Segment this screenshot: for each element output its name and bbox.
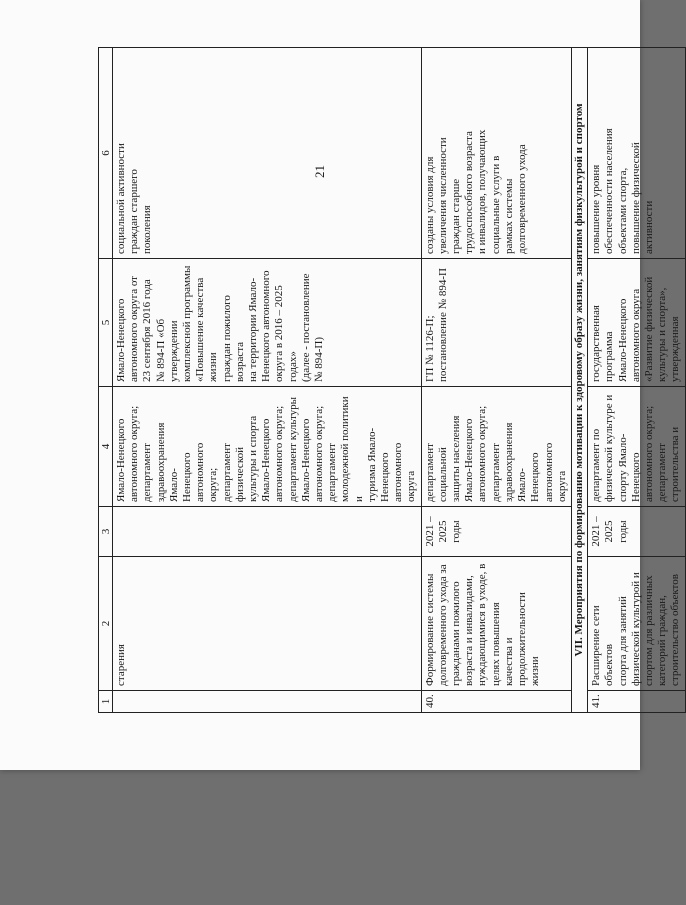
result-cell: созданы условия для увеличения численности граждан старше трудоспособного возраста и инвалидов, получающих социальные услуги в рамках системы долговременного ухода (421, 48, 571, 259)
row-number (113, 691, 422, 713)
period-cell (113, 507, 422, 557)
measure-cell: Формирование системы долговременного ухода за гражданами пожилого возраста и инвалидами, нуждающимися в уходе, в целях повышения качества и продолжительности жизни (421, 557, 571, 691)
section-header-row (571, 48, 587, 713)
period-cell: 2021 – 2025 годы (588, 507, 685, 557)
table-row (113, 48, 422, 713)
column-header: 3 (99, 507, 113, 557)
legal-basis-cell: государственная программа Ямало-Ненецкого автономного округа «Развитие физической культуры и спорта», утвержденная (588, 259, 685, 387)
page-number: 21 (312, 165, 327, 178)
column-header: 6 (99, 48, 113, 259)
measures-table (98, 47, 686, 713)
header-row (99, 48, 113, 713)
measure-cell: Расширение сети объектов спорта для занятий физической культурой и спортом для различных категорий граждан, строительство объектов (588, 557, 685, 691)
table-row (421, 48, 571, 713)
table-row (588, 48, 685, 713)
row-number: 41. (588, 691, 685, 713)
executors-cell: департамент социальной защиты населения Ямало-Ненецкого автономного округа; департамент здравоохранения Ямало- Ненецкого автономного округа (421, 387, 571, 507)
measure-cell: старения (113, 557, 422, 691)
rotated-table-container (98, 48, 682, 713)
result-cell: социальной активности граждан старшего поколения (113, 48, 422, 259)
row-number: 40. (421, 691, 571, 713)
legal-basis-cell: Ямало-Ненецкого автономного округа от 23 сентября 2016 года № 894-П «Об утверждении комплексной программы «Повышение качества жизни граждан пожилого возраста на территории Ямало- Ненецкого автономного округа в 2016 – 2025 годах» (далее - постановление № 894-П) (113, 259, 422, 387)
column-header: 5 (99, 259, 113, 387)
result-cell: повышение уровня обеспеченности населения объектами спорта, повышение физической активности (588, 48, 685, 259)
executors-cell: департамент по физической культуре и спорту Ямало-Ненецкого автономного округа; департамент строительства и (588, 387, 685, 507)
column-header: 2 (99, 557, 113, 691)
column-header: 1 (99, 691, 113, 713)
period-cell: 2021 – 2025 годы (421, 507, 571, 557)
section-title: VII. Мероприятия по формированию мотивации к здоровому образу жизни, занятиям физкультурой и спортом (571, 48, 587, 713)
executors-cell: Ямало-Ненецкого автономного округа; департамент здравоохранения Ямало- Ненецкого автономного округа; департамент физической культуры и спорта Ямало-Ненецкого автономного округа; департамент культуры Ямало-Ненецкого автономного округа; департамент молодежной политики и туризма Ямало- Ненецкого автономного округа (113, 387, 422, 507)
column-header: 4 (99, 387, 113, 507)
legal-basis-cell: ГП № 1126-П; постановление № 894-П (421, 259, 571, 387)
